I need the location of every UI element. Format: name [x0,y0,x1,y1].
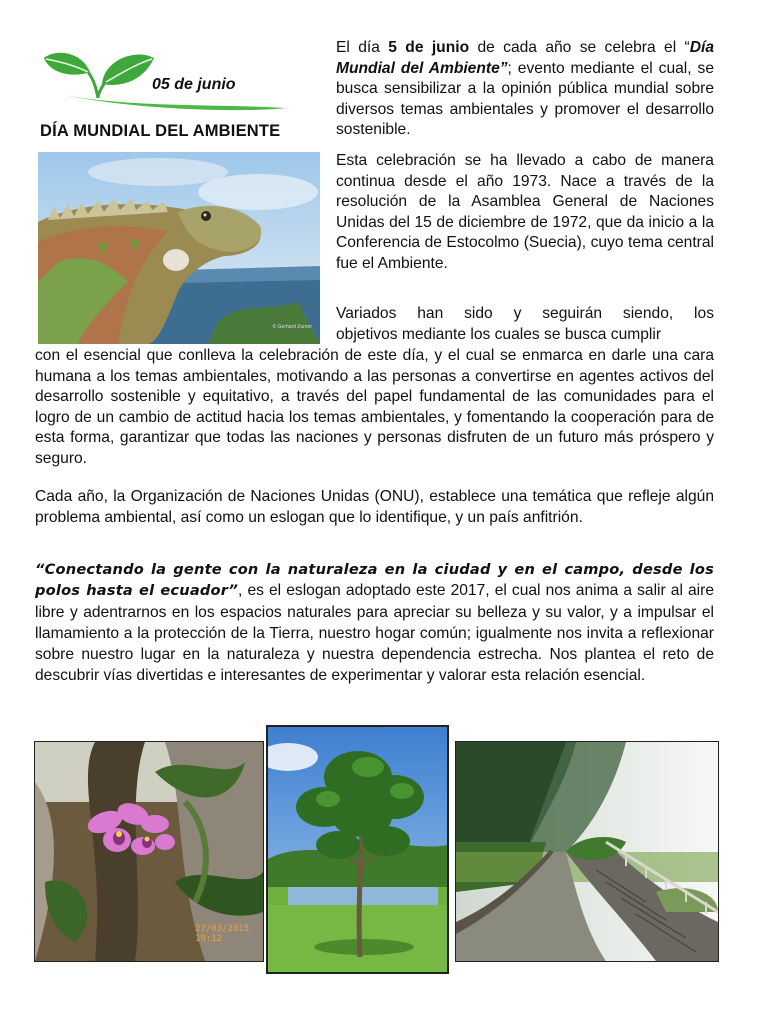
intro-event-name: Día Mundial del Ambiente” [336,39,714,77]
iguana-photo [38,152,320,344]
logo-date: 05 de junio [152,76,236,93]
intro-text-a: El día [336,39,389,56]
intro-date: 5 de junio [388,39,470,56]
garden-path-photo [456,742,718,961]
event-logo [36,46,326,146]
tree-photo [268,727,447,972]
photo-timestamp: 27/03/2015 19:12 [195,924,250,944]
slogan-text: “Conectando la gente con la naturaleza en la ciudad y en el campo, desde los polos hasta el ecuador” [35,561,714,600]
intro-text-c: de cada año se celebra el “ [469,39,690,56]
paragraph-objectives: con el esencial que conlleva la celebración de este día, y el cual se enmarca en darle una cara humana a los temas ambientales, motivando a las personas a convertirse en agentes activos del desarrollo sostenible y equitativo, a través del papel fundamental de las comunidades para el logro de un cambio de actitud hacia los temas ambientales, y fomentando la cooperación para de esta forma, garantizar que todas las naciones y personas disfruten de un futuro más próspero y seguro. [35,347,714,467]
logo-title: DÍA MUNDIAL DEL AMBIENTE [40,122,281,140]
paragraph-un-theme: Cada año, la Organización de Naciones Unidas (ONU), establece una temática que refleje algún problema ambiental, así como un eslogan que lo identifique, y un país anfitrión. [35,488,714,526]
orchid-photo [35,742,263,961]
intro-text-e: ; evento mediante el cual, se busca sensibilizar a la opinión pública mundial sobre diversos temas ambientales y promover el desarrollo sostenible. [336,59,714,139]
paragraph-objectives-line2: objetivos mediante los cuales se busca cumplir [336,326,662,343]
paragraph-history: Esta celebración se ha llevado a cabo de manera continua desde el año 1973. Nace a través de la resolución de la Asamblea General de Naciones Unidas del 15 de diciembre de 1972, que da inicio a la Conferencia de Estocolmo (Suecia), cuyo tema central fue el Ambiente. [336,152,714,272]
slogan-description: , es el eslogan adoptado este 2017, el cual nos anima a salir al aire libre y adentrarnos en los espacios naturales para apreciar su belleza y su valor, y a impulsar el llamamiento a la protección de la Tierra, nuestro hogar común; igualmente nos invita a reflexionar sobre nuestro lugar en la naturaleza y nuestra dependencia estrecha. Nos plantea el reto de descubrir vías divertidas e interesantes de experimentar y valorar esta relación esencial. [35,582,714,685]
paragraph-slogan [35,559,714,687]
paragraph-objectives-line1: Variados han sido y seguirán siendo, los [336,305,714,322]
photo-credit: © Gerhard Zurner [272,324,312,330]
paragraph-intro [336,38,714,141]
